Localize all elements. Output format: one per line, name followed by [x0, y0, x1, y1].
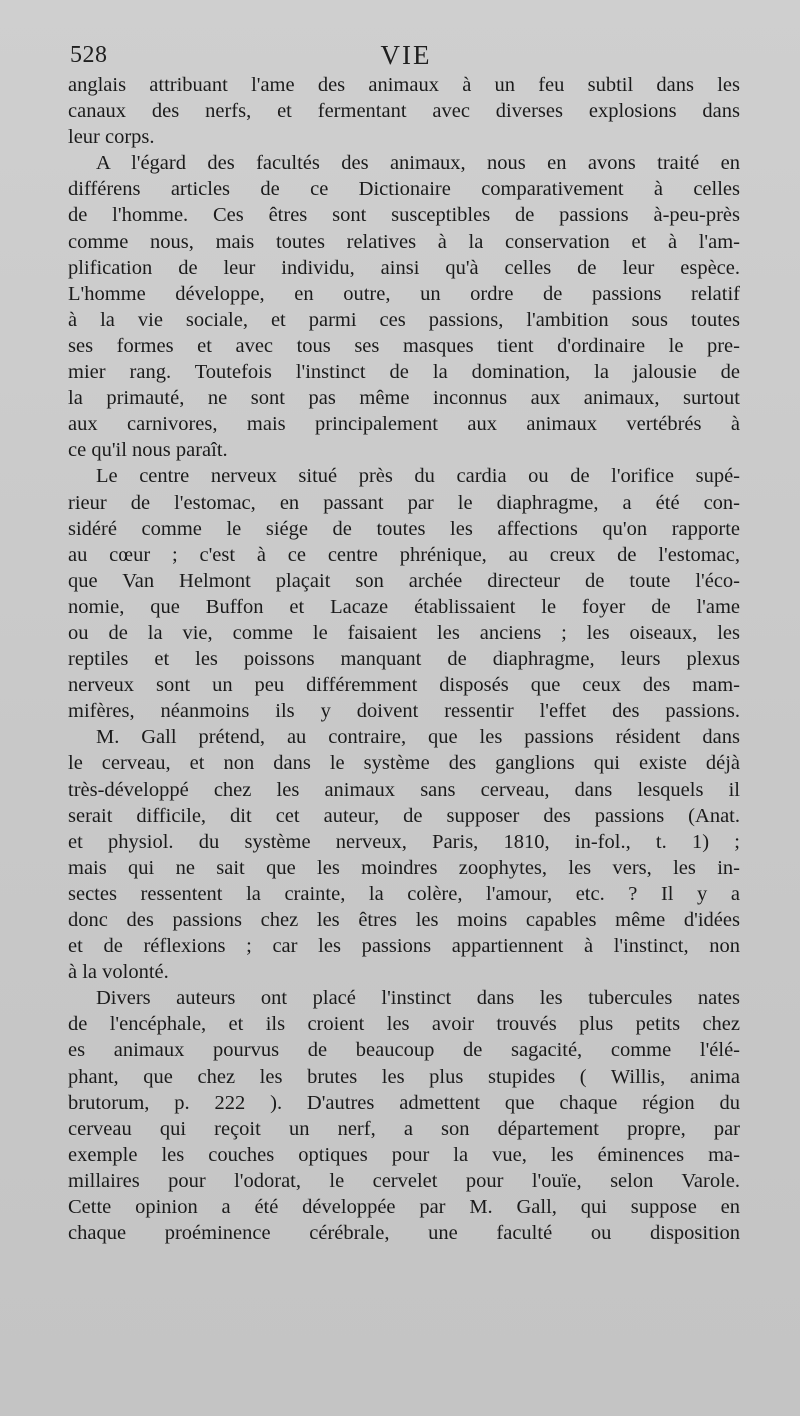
text-line: sectes ressentent la crainte, la colère, l'amour, etc. ? Il y a [68, 882, 740, 905]
text-line: Divers auteurs ont placé l'instinct dans les tubercules nates [96, 987, 740, 1010]
text-line: aux carnivores, mais principalement aux animaux vertébrés à [68, 413, 740, 436]
text-line: brutorum, p. 222 ). D'autres admettent que chaque région du [68, 1091, 740, 1114]
text-line: au cœur ; c'est à ce centre phrénique, au creux de l'estomac, [68, 543, 740, 566]
text-line: de l'encéphale, et ils croient les avoir trouvés plus petits chez [68, 1013, 740, 1036]
text-line: rieur de l'estomac, en passant par le diaphragme, a été con- [68, 491, 740, 514]
text-line: ce qu'il nous paraît. [68, 439, 228, 462]
text-line: à la vie sociale, et parmi ces passions, l'ambition sous toutes [68, 308, 740, 331]
text-line: L'homme développe, en outre, un ordre de passions relatif [68, 282, 740, 305]
text-line: leur corps. [68, 126, 155, 149]
text-line: à la volonté. [68, 961, 169, 984]
text-line: mifères, néanmoins ils y doivent ressentir l'effet des passions. [68, 700, 740, 723]
text-line: sidéré comme le siége de toutes les affections qu'on rapporte [68, 517, 740, 540]
running-title: VIE [380, 40, 432, 70]
page-number: 528 [70, 42, 108, 68]
text-line: cerveau qui reçoit un nerf, a son département propre, par [68, 1117, 740, 1140]
text-line: que Van Helmont plaçait son archée directeur de toute l'éco- [68, 569, 740, 592]
text-line: et de réflexions ; car les passions appartiennent à l'instinct, non [68, 935, 740, 958]
text-line: M. Gall prétend, au contraire, que les passions résident dans [96, 726, 740, 749]
text-line: comme nous, mais toutes relatives à la conservation et à l'am- [68, 230, 740, 253]
text-line: ses formes et avec tous ses masques tient d'ordinaire le pre- [68, 334, 740, 357]
text-line: la primauté, ne sont pas même inconnus aux animaux, surtout [68, 387, 740, 410]
text-line: es animaux pourvus de beaucoup de sagacité, comme l'élé- [68, 1039, 740, 1062]
text-line: phant, que chez les brutes les plus stupides ( Willis, anima [68, 1065, 740, 1088]
text-line: Le centre nerveux situé près du cardia ou de l'orifice supé- [96, 465, 740, 488]
text-line: mais qui ne sait que les moindres zoophytes, les vers, les in- [68, 856, 740, 879]
text-line: exemple les couches optiques pour la vue, les éminences ma- [68, 1143, 740, 1166]
text-line: mier rang. Toutefois l'instinct de la domination, la jalousie de [68, 361, 740, 384]
text-line: ou de la vie, comme le faisaient les anciens ; les oiseaux, les [68, 621, 740, 644]
text-line: Cette opinion a été développée par M. Gall, qui suppose en [68, 1196, 740, 1219]
text-line: plification de leur individu, ainsi qu'à celles de leur espèce. [68, 256, 740, 279]
text-line: millaires pour l'odorat, le cervelet pour l'ouïe, selon Varole. [68, 1169, 740, 1192]
text-line: reptiles et les poissons manquant de diaphragme, leurs plexus [68, 648, 740, 671]
text-line: chaque proéminence cérébrale, une faculté ou disposition [68, 1222, 740, 1245]
text-line: et physiol. du système nerveux, Paris, 1810, in-fol., t. 1) ; [68, 830, 740, 853]
text-line: canaux des nerfs, et fermentant avec diverses explosions dans [68, 100, 740, 123]
page-header [70, 40, 742, 70]
text-line: différens articles de ce Dictionaire comparativement à celles [68, 178, 740, 201]
text-line: nomie, que Buffon et Lacaze établissaient le foyer de l'ame [68, 595, 740, 618]
text-line: anglais attribuant l'ame des animaux à un feu subtil dans les [68, 74, 740, 96]
text-line: nerveux sont un peu différemment disposés que ceux des mam- [68, 674, 740, 697]
text-line: très-développé chez les animaux sans cerveau, dans lesquels il [68, 778, 740, 801]
text-line: donc des passions chez les êtres les moins capables même d'idées [68, 909, 740, 931]
text-line: le cerveau, et non dans le système des ganglions qui existe déjà [68, 752, 740, 775]
text-line: de l'homme. Ces êtres sont susceptibles de passions à-peu-près [68, 204, 740, 227]
text-line: serait difficile, dit cet auteur, de supposer des passions (Anat. [68, 804, 740, 827]
body-text [68, 72, 740, 1246]
text-line: A l'égard des facultés des animaux, nous en avons traité en [96, 152, 740, 175]
